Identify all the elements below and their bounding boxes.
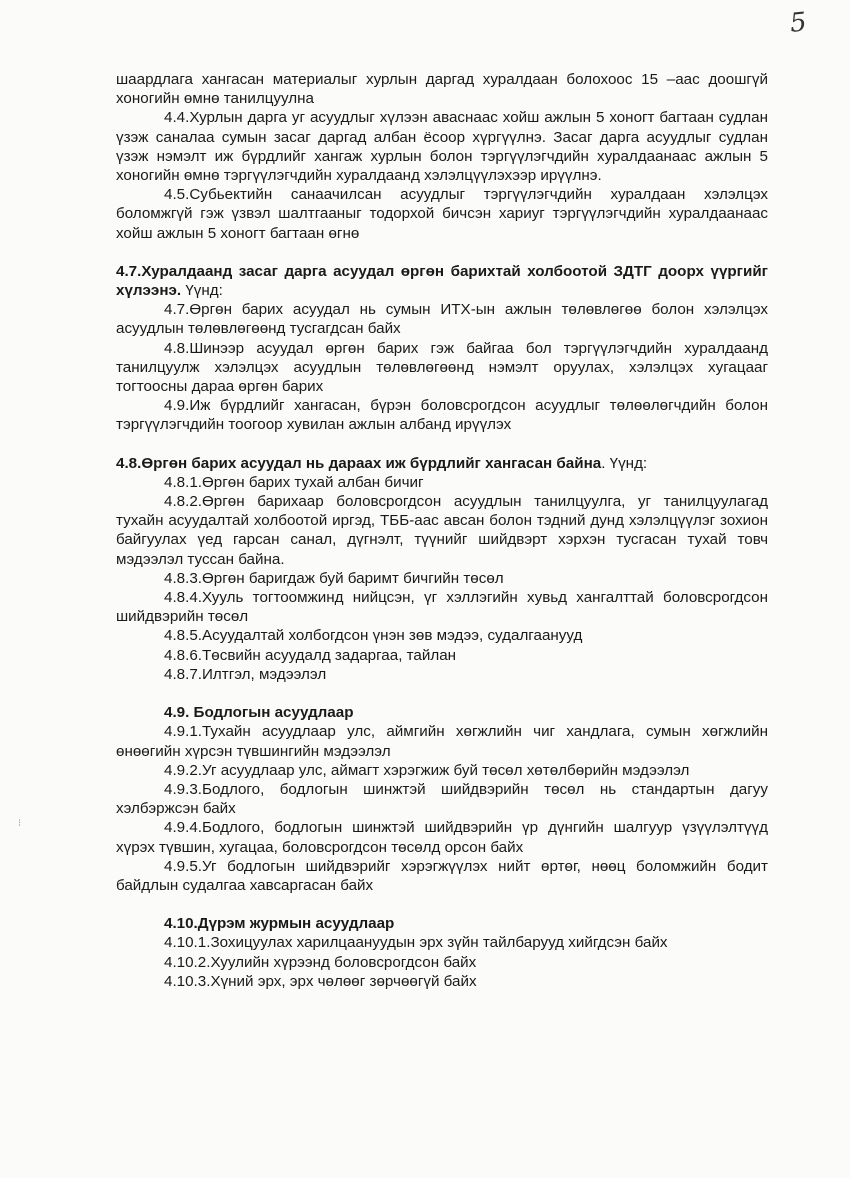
paragraph-gap (116, 435, 768, 454)
paragraph: 4.8.5.Асуудалтай холбогдсон үнэн зөв мэдээ, судалгаанууд (164, 627, 583, 645)
paragraph: 4.7.Өргөн барих асуудал нь сумын ИТХ-ын ажлын төлөвлөгөө болон хэлэлцэх асуудлын төлөвлөгөөнд тусгагдсан байх (116, 301, 768, 338)
section-heading-title: 4.8.Өргөн барих асуудал нь дараах иж бүрдлийг хангасан байна (116, 454, 602, 472)
page-number: 5 (788, 7, 809, 39)
paragraph: 4.8.Шинээр асуудал өргөн барих гэж байгаа бол тэргүүлэгчдийн хуралдаанд танилцуулж хэлэлцэх асуудлын төлөвлөгөөнд нэмэлт оруулах, хэлэлцэх хугацааг тогтоосны дараа өргөн барих (116, 339, 768, 396)
paragraph-gap (116, 684, 768, 703)
document-body (116, 70, 768, 991)
paragraph: 4.10.1.Зохицуулах харилцаануудын эрх зүйн тайлбарууд хийгдсэн байх (164, 934, 668, 952)
paragraph: 4.8.3.Өргөн баригдаж буй баримт бичгийн төсөл (164, 569, 504, 587)
paragraph-gap (116, 895, 768, 914)
paragraph: 4.4.Хурлын дарга уг асуудлыг хүлээн аваснаас хойш ажлын 5 хоногт багтаан судлан үзэж саналаа сумын засаг даргад албан ёсоор хүргүүлнэ. Засаг дарга асуудлыг судлан үзэж нэмэлт иж бүрдлийг хангаж хурлын болон тэргүүлэгчдийн хуралдаанаас ажлын 5 хоногийн өмнө тэргүүлэгчдийн хуралдаанд хэлэлцүүлэхээр ирүүлнэ. (116, 109, 768, 185)
section-heading (116, 914, 768, 933)
paragraph: 4.10.3.Хүний эрх, эрх чөлөөг зөрчөөгүй байх (164, 972, 477, 990)
scan-mark: ⁝ (18, 818, 22, 829)
paragraph-gap (116, 243, 768, 262)
section-heading-suffix: . Үүнд: (601, 454, 648, 472)
paragraph: 4.8.6.Төсвийн асуудалд задаргаа, тайлан (164, 646, 457, 664)
paragraph: 4.8.1.Өргөн барих тухай албан бичиг (164, 473, 424, 491)
paragraph: 4.10.2.Хуулийн хүрээнд боловсрогдсон байх (164, 953, 477, 971)
paragraph: 4.8.7.Илтгэл, мэдээлэл (164, 665, 327, 683)
paragraph: 4.8.2.Өргөн барихаар боловсрогдсон асуудлын танилцуулга, уг танилцуулагад тухайн асуудалтай холбоотой иргэд, ТББ-аас авсан болон тэдний дунд хэлэлцүүлэг зохион байгуулах үед гарсан санал, дүгнэлт, түүнийг шийдвэрт хэрхэн тусгасан тухай товч мэдээлэл туссан байна. (116, 493, 768, 568)
paragraph: шаардлага хангасан материалыг хурлын даргад хуралдаан болохоос 15 –аас доошгүй хоногийн өмнө танилцуулна (116, 71, 768, 108)
section-heading-suffix: Үүнд: (181, 282, 223, 300)
section-heading (116, 703, 768, 722)
section-heading-title: 4.7.Хуралдаанд засаг дарга асуудал өргөн барихтай холбоотой ЗДТГ доорх үүргийг хүлээнэ. (116, 262, 768, 300)
paragraph: 4.9.1.Тухайн асуудлаар улс, аймгийн хөгжлийн чиг хандлага, сумын хөгжлийн өнөөгийн хүрсэн түвшингийн мэдээлэл (116, 723, 768, 760)
section-heading-title: 4.10.Дүрэм журмын асуудлаар (164, 915, 395, 933)
paragraph: 4.9.5.Уг бодлогын шийдвэрийг хэрэгжүүлэх нийт өртөг, нөөц боломжийн бодит байдлын судалгаа хавсаргасан байх (116, 857, 768, 894)
section-heading (116, 454, 768, 473)
paragraph: 4.9.Иж бүрдлийг хангасан, бүрэн боловсрогдсон асуудлыг төлөөлөгчдийн болон тэргүүлэгчдийн тоогоор хувилан ажлын албанд ирүүлэх (116, 397, 768, 434)
paragraph: 4.9.3.Бодлого, бодлогын шинжтэй шийдвэрийн төсөл нь стандартын дагуу хэлбэржсэн байх (116, 780, 768, 818)
paragraph: 4.9.4.Бодлого, бодлогын шинжтэй шийдвэрийн үр дүнгийн шалгуур үзүүлэлтүүд хүрэх түвшин, хугацаа, боловсрогдсон төсөлд орсон байх (116, 819, 768, 856)
section-heading (116, 262, 768, 300)
paragraph: 4.8.4.Хууль тогтоомжинд нийцсэн, үг хэллэгийн хувьд хангалттай боловсрогдсон шийдвэрийн төсөл (116, 589, 768, 626)
section-heading-title: 4.9. Бодлогын асуудлаар (164, 704, 354, 722)
paragraph: 4.5.Субьектийн санаачилсан асуудлыг тэргүүлэгчдийн хуралдаан хэлэлцэх боломжгүй гэж үзвэл шалтгааныг тодорхой бичсэн хариуг тэргүүлэгчдийн хуралдаанаас хойш ажлын 5 хоногт багтаан өгнө (116, 186, 768, 242)
paragraph: 4.9.2.Уг асуудлаар улс, аймагт хэрэгжиж буй төсөл хөтөлбөрийн мэдээлэл (164, 761, 690, 779)
